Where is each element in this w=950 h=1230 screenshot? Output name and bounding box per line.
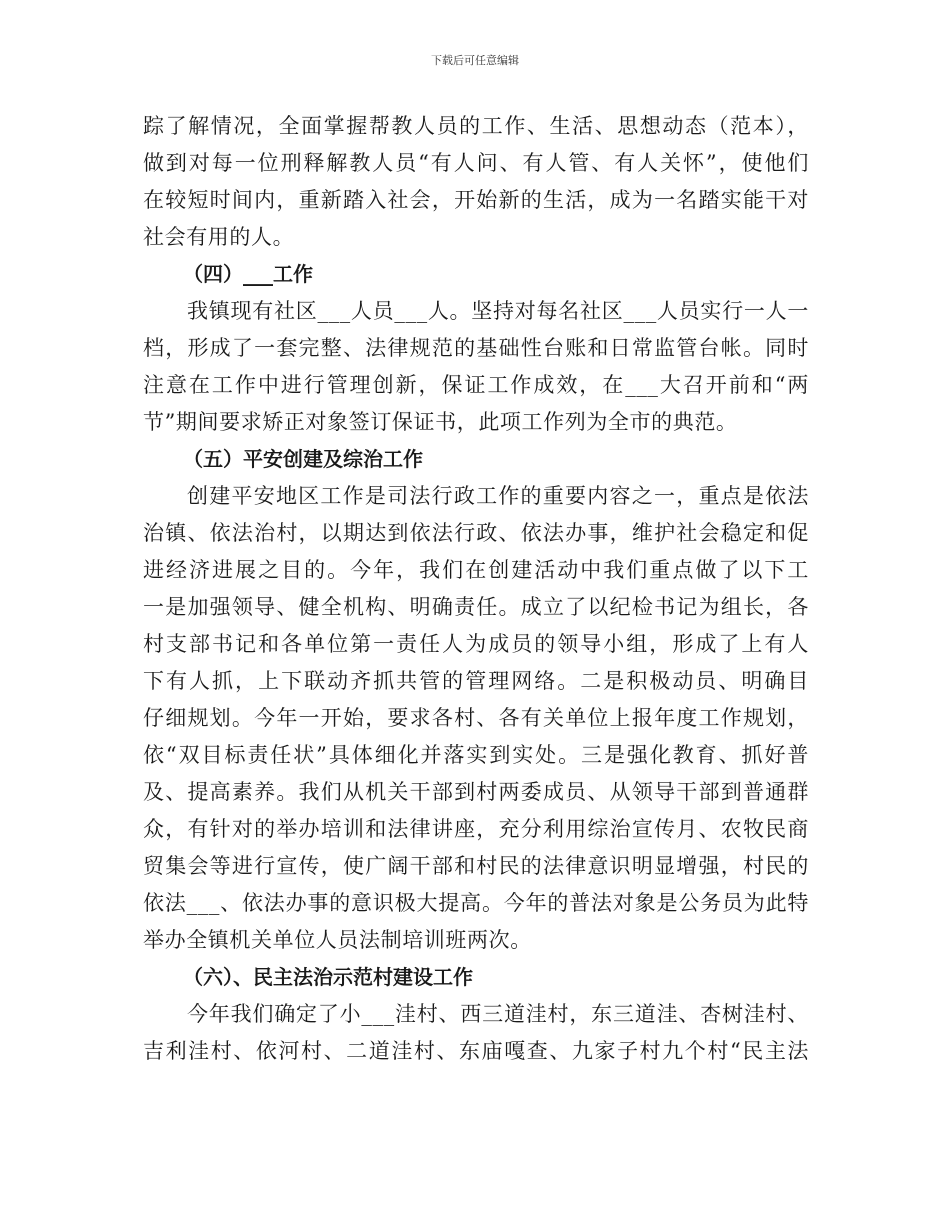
paragraph — [143, 996, 809, 1070]
paragraph — [143, 478, 809, 959]
paragraph — [143, 293, 809, 441]
text-line: 社会有用的人。 — [143, 225, 295, 249]
text-line: 众，有针对的举办培训和法律讲座，充分利用综治宣传月、农牧民商 — [143, 817, 809, 841]
text-line: 治镇、依法治村，以期达到依法行政、依法办事，维护社会稳定和促 — [143, 521, 809, 545]
text-line: 节”期间要求矫正对象签订保证书，此项工作列为全市的典范。 — [143, 410, 738, 434]
text-line: 我镇现有社区___人员___人。坚持对每名社区___人员实行一人一 — [187, 299, 809, 323]
section-heading: （四）___工作 — [183, 262, 313, 286]
text-line: 创建平安地区工作是司法行政工作的重要内容之一，重点是依法 — [187, 484, 809, 508]
section-heading: （五）平安创建及综治工作 — [183, 447, 423, 471]
text-line: 贸集会等进行宣传，使广阔干部和村民的法律意识明显增强，村民的 — [143, 854, 809, 878]
text-line: 吉利洼村、依河村、二道洼村、东庙嘎查、九家子村九个村“民主法 — [143, 1039, 809, 1063]
paragraph — [143, 108, 809, 256]
text-line: 进经济进展之目的。今年，我们在创建活动中我们重点做了以下工 — [143, 558, 809, 582]
text-line: 依法___、依法办事的意识极大提高。今年的普法对象是公务员为此特 — [143, 891, 809, 915]
section-heading: （六）、民主法治示范村建设工作 — [183, 965, 473, 989]
document-body — [143, 108, 809, 1070]
text-line: 踪了解情况，全面掌握帮教人员的工作、生活、思想动态（范本）， — [143, 114, 809, 138]
text-line: 一是加强领导、健全机构、明确责任。成立了以纪检书记为组长，各 — [143, 595, 809, 619]
text-line: 举办全镇机关单位人员法制培训班两次。 — [143, 928, 532, 952]
page-header: 下载后可任意编辑 — [431, 54, 519, 67]
text-line: 注意在工作中进行管理创新，保证工作成效，在___大召开前和“两 — [143, 373, 809, 397]
text-line: 做到对每一位刑释解教人员“有人问、有人管、有人关怀”，使他们 — [143, 151, 809, 175]
text-line: 村支部书记和各单位第一责任人为成员的领导小组，形成了上有人 — [143, 632, 809, 656]
text-line: 下有人抓，上下联动齐抓共管的管理网络。二是积极动员、明确目 — [143, 669, 809, 693]
text-line: 仔细规划。今年一开始，要求各村、各有关单位上报年度工作规划， — [143, 706, 809, 730]
text-line: 依“双目标责任状”具体细化并落实到实处。三是强化教育、抓好普 — [143, 743, 809, 767]
text-line: 及、提高素养。我们从机关干部到村两委成员、从领导干部到普通群 — [143, 780, 809, 804]
text-line: 档，形成了一套完整、法律规范的基础性台账和日常监管台帐。同时 — [143, 336, 809, 360]
text-line: 今年我们确定了小___洼村、西三道洼村，东三道洼、杏树洼村、 — [187, 1002, 809, 1026]
text-line: 在较短时间内，重新踏入社会，开始新的生活，成为一名踏实能干对 — [143, 188, 809, 212]
